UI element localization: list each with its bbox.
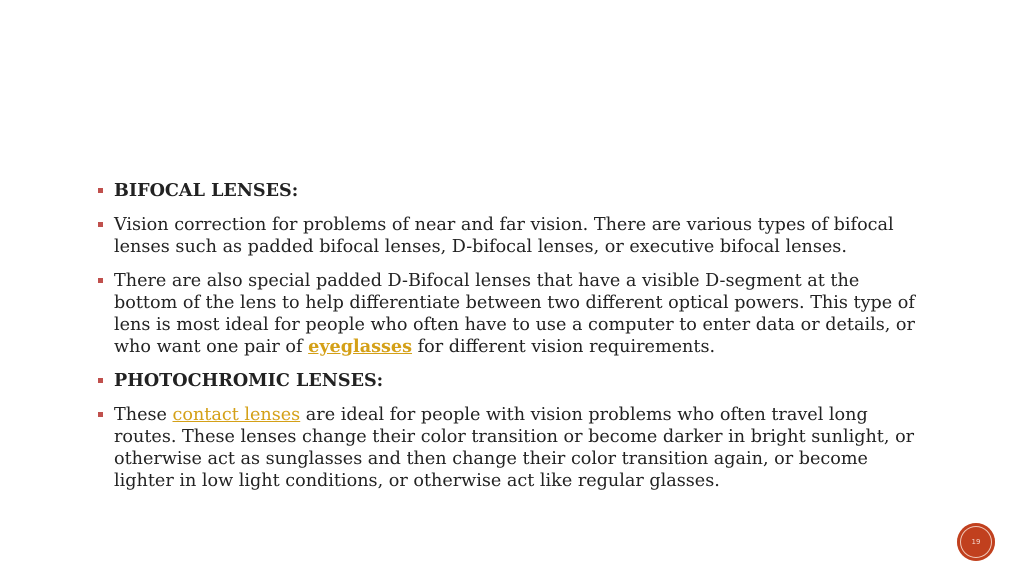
slide-content [98, 180, 928, 504]
bullet-icon [98, 188, 103, 193]
slide-number-badge [957, 523, 995, 561]
bullet-item-photochromic-description [98, 404, 928, 492]
section-heading-bifocal: BIFOCAL LENSES: [114, 180, 299, 201]
paragraph-text-after: for different vision requirements. [412, 337, 716, 357]
section-heading-photochromic: PHOTOCHROMIC LENSES: [114, 370, 384, 391]
bullet-icon [98, 378, 103, 383]
bullet-icon [98, 412, 103, 417]
bullet-item-bifocal-description [98, 214, 928, 258]
paragraph-text-before: These [114, 405, 173, 425]
contact-lenses-link[interactable]: contact lenses [172, 405, 301, 425]
slide-number: 19 [971, 538, 981, 546]
paragraph-text-after: are ideal for people with vision problems who often travel long routes. These lenses change their color transition or become darker in bright sunlight, or otherwise act as sunglasses and then change their color transition again, or become lighter in low light conditions, or otherwise act like regular glasses. [114, 405, 915, 491]
bullet-item-d-bifocal [98, 270, 928, 358]
bullet-icon [98, 278, 103, 283]
bullet-icon [98, 222, 103, 227]
paragraph-text-before: There are also special padded D-Bifocal lenses that have a visible D-segment at the bottom of the lens to help differentiate between two different optical powers. This type of lens is most ideal for people who often have to use a computer to enter data or details, or who want one pair of [114, 271, 915, 357]
bullet-item-photochromic-heading [98, 370, 928, 392]
paragraph-text: Vision correction for problems of near and far vision. There are various types of bifocal lenses such as padded bifocal lenses, D-bifocal lenses, or executive bifocal lenses. [114, 215, 894, 257]
eyeglasses-link[interactable]: eyeglasses [308, 336, 413, 357]
bullet-item-bifocal-heading [98, 180, 928, 202]
